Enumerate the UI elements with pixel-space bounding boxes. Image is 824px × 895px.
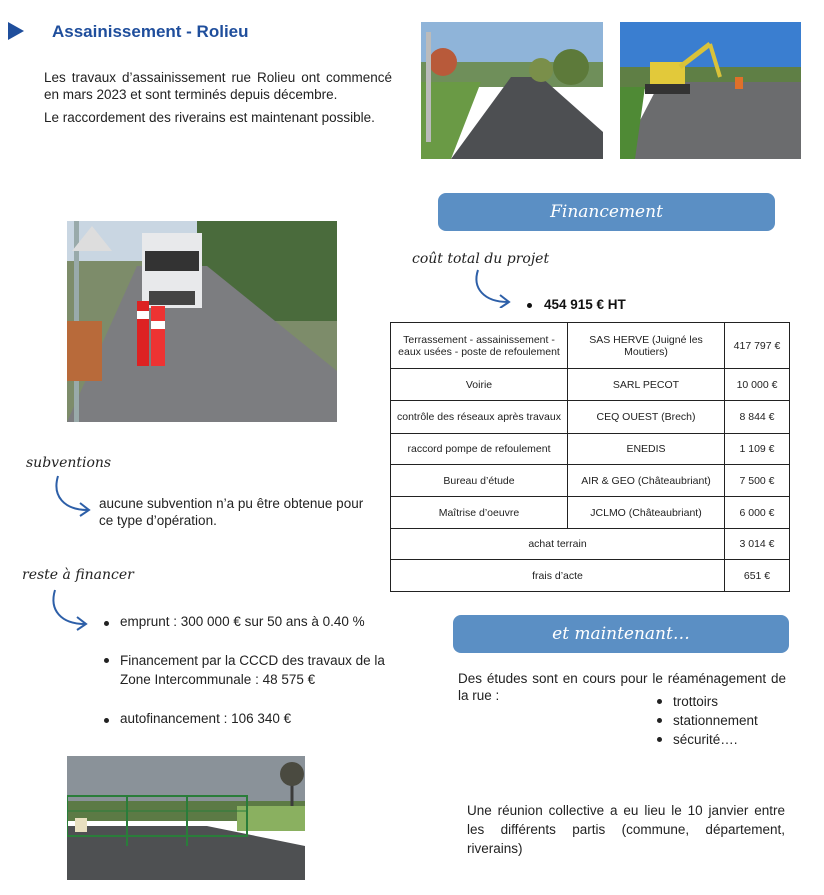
photo-road-works-1 [421, 22, 603, 159]
list-item: trottoirs [657, 692, 797, 711]
intro-text [44, 69, 392, 132]
table-cell-company: ENEDIS [568, 434, 725, 465]
table-row [391, 529, 790, 560]
reste-label: reste à financer [22, 567, 134, 583]
maintenant-heading: et maintenant… [453, 615, 789, 653]
list-item: sécurité…. [657, 730, 797, 749]
intro-paragraph-1: Les travaux d’assainissement rue Rolieu ont commencé en mars 2023 et sont terminés depuis décembre. [44, 70, 392, 102]
reste-list [104, 614, 404, 726]
page-title: Assainissement - Rolieu [52, 22, 249, 41]
subventions-text: aucune subvention n’a pu être obtenue pour ce type d’opération. [99, 496, 364, 528]
table-cell-work: raccord pompe de refoulement [391, 434, 568, 465]
table-cell-amount: 8 844 € [725, 401, 790, 434]
table-cell-work: contrôle des réseaux après travaux [391, 401, 568, 434]
list-item: stationnement [657, 711, 797, 730]
photo-truck-road [67, 221, 337, 422]
table-cell-amount: 1 109 € [725, 434, 790, 465]
maintenant-list [657, 692, 797, 749]
table-cell-amount: 651 € [725, 560, 790, 592]
curved-arrow-icon [52, 474, 98, 520]
table-cell-amount: 417 797 € [725, 323, 790, 369]
table-cell-amount: 3 014 € [725, 529, 790, 560]
table-row [391, 465, 790, 497]
table-row [391, 323, 790, 369]
meeting-text: Une réunion collective a eu lieu le 10 janvier entre les différents partis (commune, département, riverains) [467, 803, 785, 856]
table-row [391, 560, 790, 592]
table-row [391, 434, 790, 465]
list-item: Financement par la CCCD des travaux de la Zone Intercommunale : 48 575 € [104, 651, 404, 689]
table-cell-work: frais d’acte [391, 560, 725, 592]
cost-label: coût total du projet [412, 251, 550, 267]
total-cost [527, 297, 626, 312]
maintenant-intro: Des études sont en cours pour le réaménagement de la rue : [458, 671, 786, 703]
photo-fenced-station [67, 756, 305, 880]
table-cell-amount: 6 000 € [725, 497, 790, 529]
table-row [391, 369, 790, 401]
table-cell-work: achat terrain [391, 529, 725, 560]
table-cell-company: SARL PECOT [568, 369, 725, 401]
table-cell-company: JCLMO (Châteaubriant) [568, 497, 725, 529]
table-cell-work: Bureau d’étude [391, 465, 568, 497]
total-cost-value: 454 915 € HT [544, 297, 626, 312]
bullet-icon [527, 303, 532, 308]
table-cell-amount: 7 500 € [725, 465, 790, 497]
curved-arrow-icon [49, 588, 95, 634]
table-cell-company: AIR & GEO (Châteaubriant) [568, 465, 725, 497]
table-cell-company: CEQ OUEST (Brech) [568, 401, 725, 434]
play-arrow-icon [8, 22, 24, 40]
table-row [391, 401, 790, 434]
table-cell-work: Terrassement - assainissement -eaux usées - poste de refoulement [391, 323, 568, 369]
financing-table [390, 322, 790, 592]
subventions-label: subventions [26, 455, 112, 471]
table-cell-work: Voirie [391, 369, 568, 401]
photo-excavator [620, 22, 801, 159]
table-cell-amount: 10 000 € [725, 369, 790, 401]
curved-arrow-icon [470, 268, 518, 308]
table-row [391, 497, 790, 529]
intro-paragraph-2: Le raccordement des riverains est maintenant possible. [44, 110, 375, 125]
table-cell-work: Maîtrise d’oeuvre [391, 497, 568, 529]
table-cell-company: SAS HERVE (Juigné les Moutiers) [568, 323, 725, 369]
list-item: autofinancement : 106 340 € [104, 711, 404, 726]
list-item: emprunt : 300 000 € sur 50 ans à 0.40 % [104, 614, 404, 629]
financement-heading: Financement [438, 193, 775, 231]
